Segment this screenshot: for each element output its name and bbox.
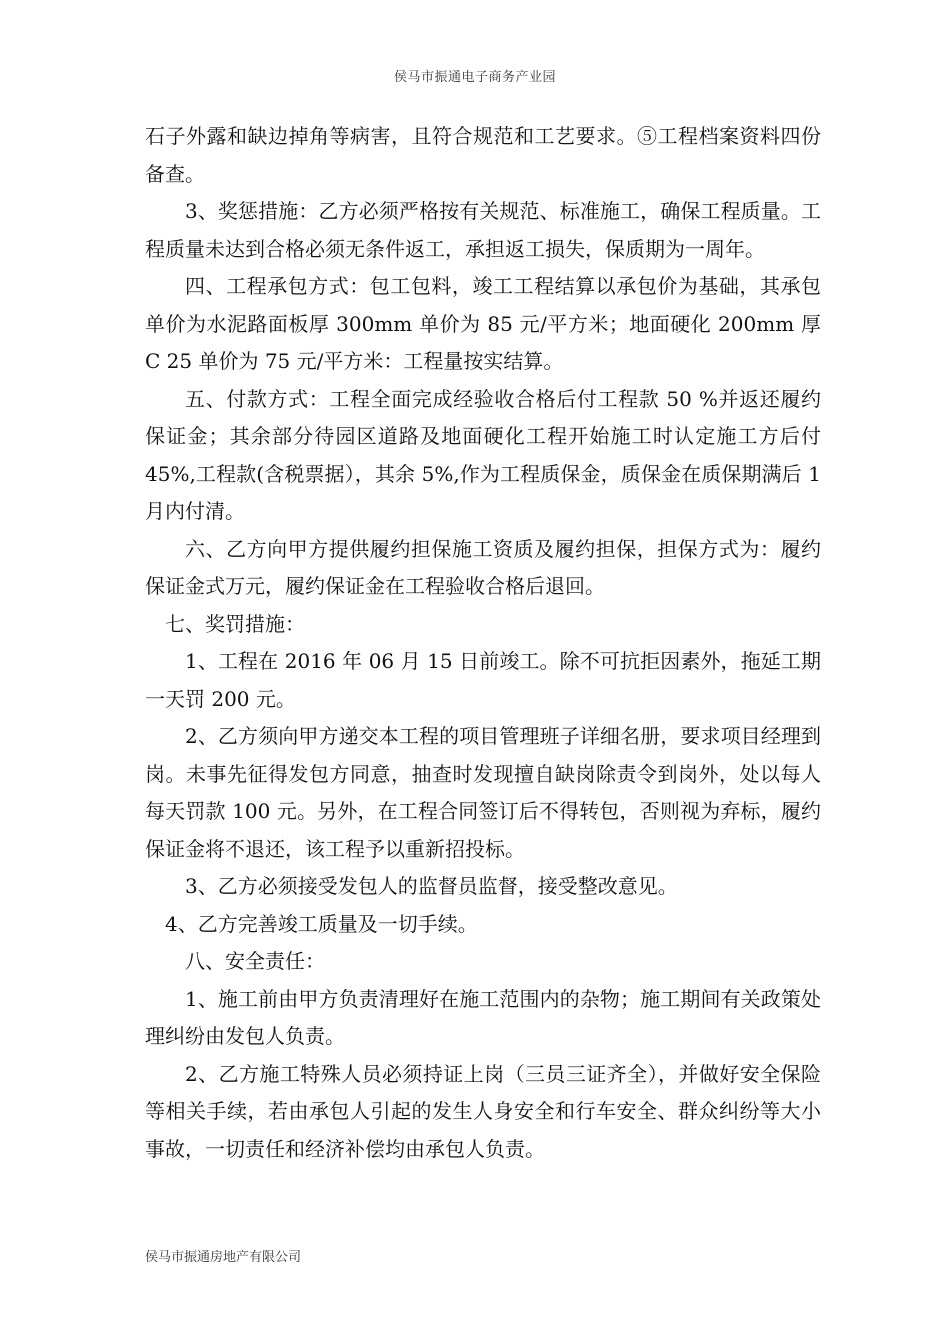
paragraph-completion-procedures: 4、乙方完善竣工质量及一切手续。 bbox=[165, 911, 478, 936]
page-header: 侯马市振通电子商务产业园 bbox=[393, 70, 556, 85]
paragraph-continuation: 石子外露和缺边掉角等病害，且符合规范和工艺要求。⑤工程档案资料四份备查。 bbox=[145, 124, 821, 186]
page-footer: 侯马市振通房地产有限公司 bbox=[145, 1250, 302, 1265]
document-body bbox=[145, 118, 821, 1168]
paragraph-site-clearing: 1、施工前由甲方负责清理好在施工范围内的杂物；施工期间有关政策处理纠纷由发包人负责。 bbox=[145, 986, 821, 1048]
paragraph-payment-method: 五、付款方式：工程全面完成经验收合格后付工程款 50 %并返还履约保证金；其余部分待园区道路及地面硬化工程开始施工时认定施工方后付 45%,工程款(含税票据），其余 5%,作为工程质保金，质保金在质保期满后 1 月内付清。 bbox=[145, 386, 821, 523]
paragraph-reward-penalty-measures: 3、奖惩措施：乙方必须严格按有关规范、标准施工，确保工程质量。工程质量未达到合格必须无条件返工，承担返工损失，保质期为一周年。 bbox=[145, 199, 821, 261]
paragraph-completion-deadline: 1、工程在 2016 年 06 月 15 日前竣工。除不可抗拒因素外，拖延工期一天罚 200 元。 bbox=[145, 649, 821, 711]
paragraph-certified-personnel: 2、乙方施工特殊人员必须持证上岗（三员三证齐全），并做好安全保险等相关手续，若由承包人引起的发生人身安全和行车安全、群众纠纷等大小事故，一切责任和经济补偿均由承包人负责。 bbox=[145, 1061, 821, 1161]
paragraph-project-team-roster: 2、乙方须向甲方递交本工程的项目管理班子详细名册，要求项目经理到岗。未事先征得发包方同意，抽查时发现擅自缺岗除责令到岗外，处以每人每天罚款 100 元。另外，在工程合同签订后不得转包，否则视为弃标，履约保证金将不退还，该工程予以重新招投标。 bbox=[145, 724, 821, 861]
paragraph-performance-guarantee: 六、乙方向甲方提供履约担保施工资质及履约担保，担保方式为：履约保证金式万元，履约保证金在工程验收合格后退回。 bbox=[145, 536, 821, 598]
paragraph-supervision: 3、乙方必须接受发包人的监督员监督，接受整改意见。 bbox=[185, 874, 678, 898]
section-heading-safety: 八、安全责任： bbox=[185, 949, 325, 973]
section-heading-rewards-penalties: 七、奖罚措施： bbox=[165, 611, 305, 636]
paragraph-contract-method: 四、工程承包方式：包工包料，竣工工程结算以承包价为基础，其承包单价为水泥路面板厚 300mm 单价为 85 元/平方米；地面硬化 200mm 厚 C 25 单价为 75 元/平方米：工程量按实结算。 bbox=[145, 274, 821, 373]
